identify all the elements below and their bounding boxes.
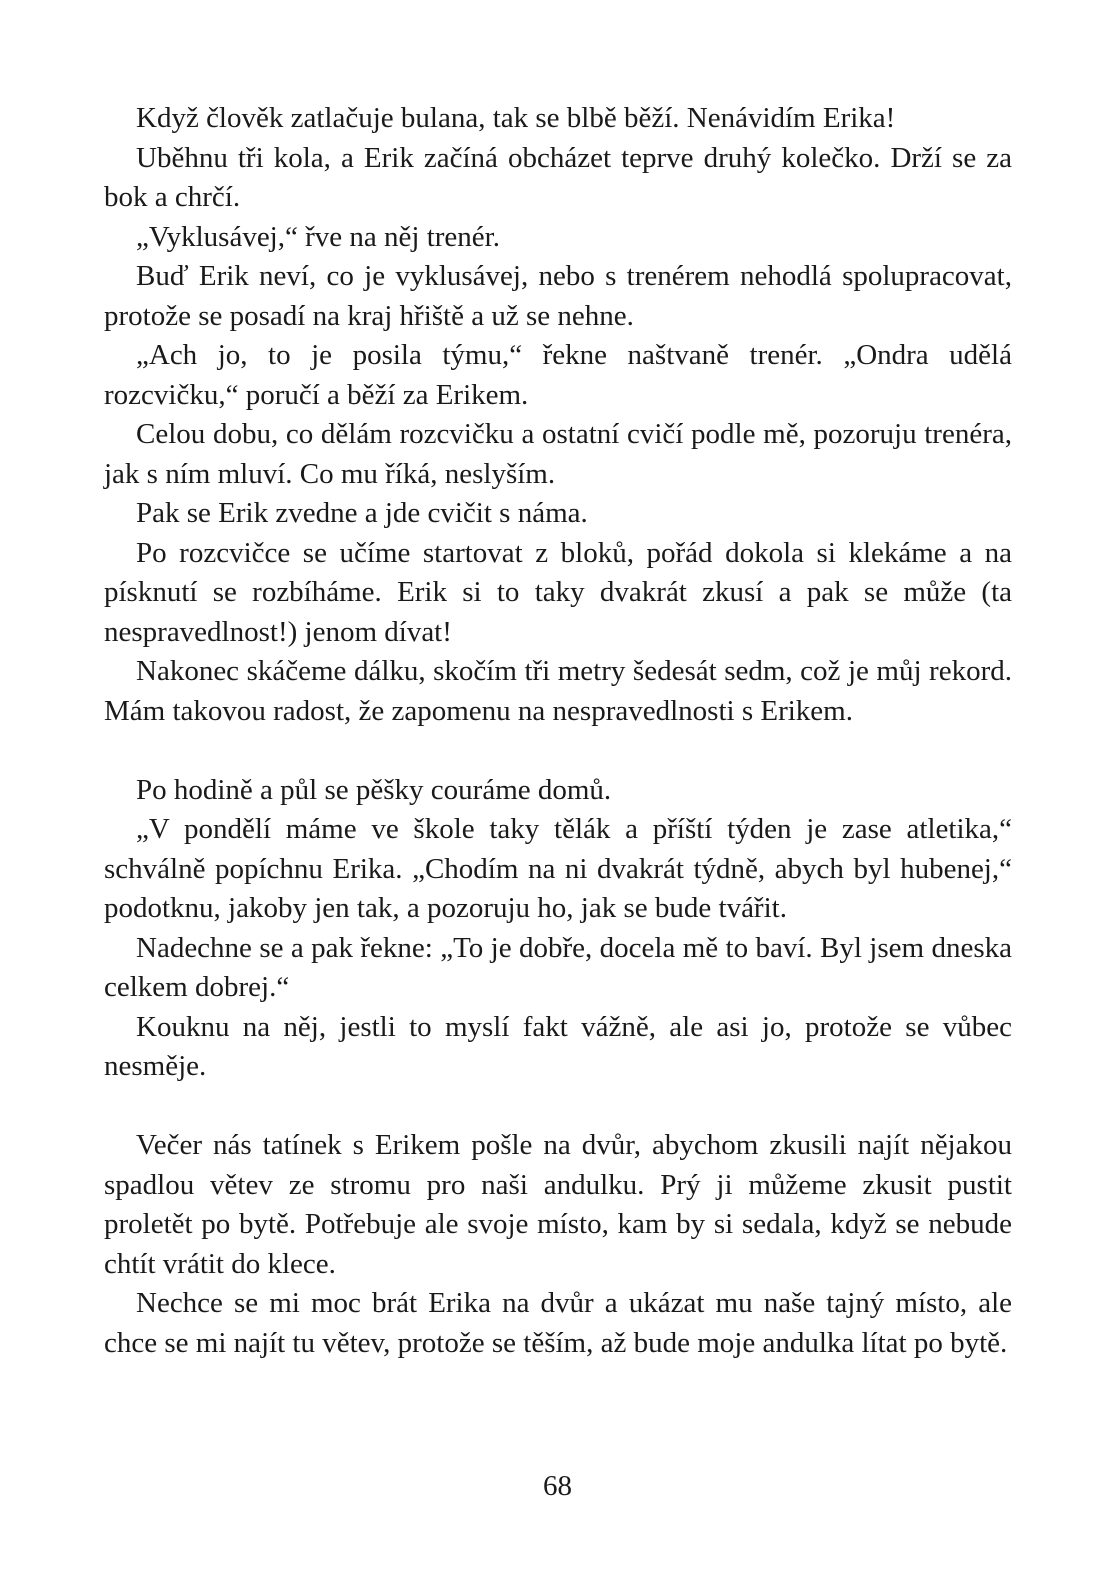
paragraph: Večer nás tatínek s Erikem pošle na dvůr, abychom zkusili najít nějakou spadlou větev ze stromu pro naši andulku. Prý ji můžeme zkusit pustit proletět po bytě. Potřebuje ale svoje místo, kam by si sedala, když se nebude chtít vrátit do klece. [104,1129,1012,1280]
paragraph: Buď Erik neví, co je vyklusávej, nebo s trenérem nehodlá spolupracovat, protože se posadí na kraj hřiště a už se nehne. [104,260,1012,332]
paragraph: „Ach jo, to je posila týmu,“ řekne naštvaně trenér. „Ondra udělá rozcvičku,“ poručí a běží za Erikem. [104,339,1012,411]
paragraph: Po rozcvičce se učíme startovat z bloků, pořád dokola si klekáme a na písknutí se rozbíháme. Erik si to taky dvakrát zkusí a pak se může (ta nespravedlnost!) jenom dívat! [104,536,1012,648]
paragraph: Kouknu na něj, jestli to myslí fakt vážně, ale asi jo, protože se vůbec nesměje. [104,1010,1012,1082]
page-number: 68 [543,1470,572,1502]
paragraph: Když člověk zatlačuje bulana, tak se blbě běží. Nenávidím Erika! [136,102,896,134]
paragraph: Nakonec skáčeme dálku, skočím tři metry šedesát sedm, což je můj rekord. Mám takovou radost, že zapomenu na nespravedlnosti s Erikem. [104,655,1012,727]
paragraph: Celou dobu, co dělám rozcvičku a ostatní cvičí podle mě, pozoruju trenéra, jak s ním mluví. Co mu říká, neslyším. [104,418,1012,490]
paragraph: Po hodině a půl se pěšky couráme domů. [136,773,612,806]
paragraph: Pak se Erik zvedne a jde cvičit s náma. [136,497,588,529]
paragraph: Uběhnu tři kola, a Erik začíná obcházet teprve druhý kolečko. Drží se za bok a chrčí. [104,141,1012,213]
paragraph: Nechce se mi moc brát Erika na dvůr a ukázat mu naše tajný místo, ale chce se mi najít tu větev, protože se těším, až bude moje andulka lítat po bytě. [104,1287,1012,1359]
paragraph: Nadechne se a pak řekne: „To je dobře, docela mě to baví. Byl jsem dneska celkem dobrej.“ [104,931,1012,1003]
paragraph: „V pondělí máme ve škole taky tělák a příští týden je zase atletika,“ schválně popíchnu Erika. „Chodím na ni dvakrát týdně, abych byl hubenej,“ podotknu, jakoby jen tak, a pozoruju ho, jak se bude tvářit. [104,813,1012,924]
paragraph: „Vyklusávej,“ řve na něj trenér. [136,220,500,253]
body-text [104,99,1012,1363]
